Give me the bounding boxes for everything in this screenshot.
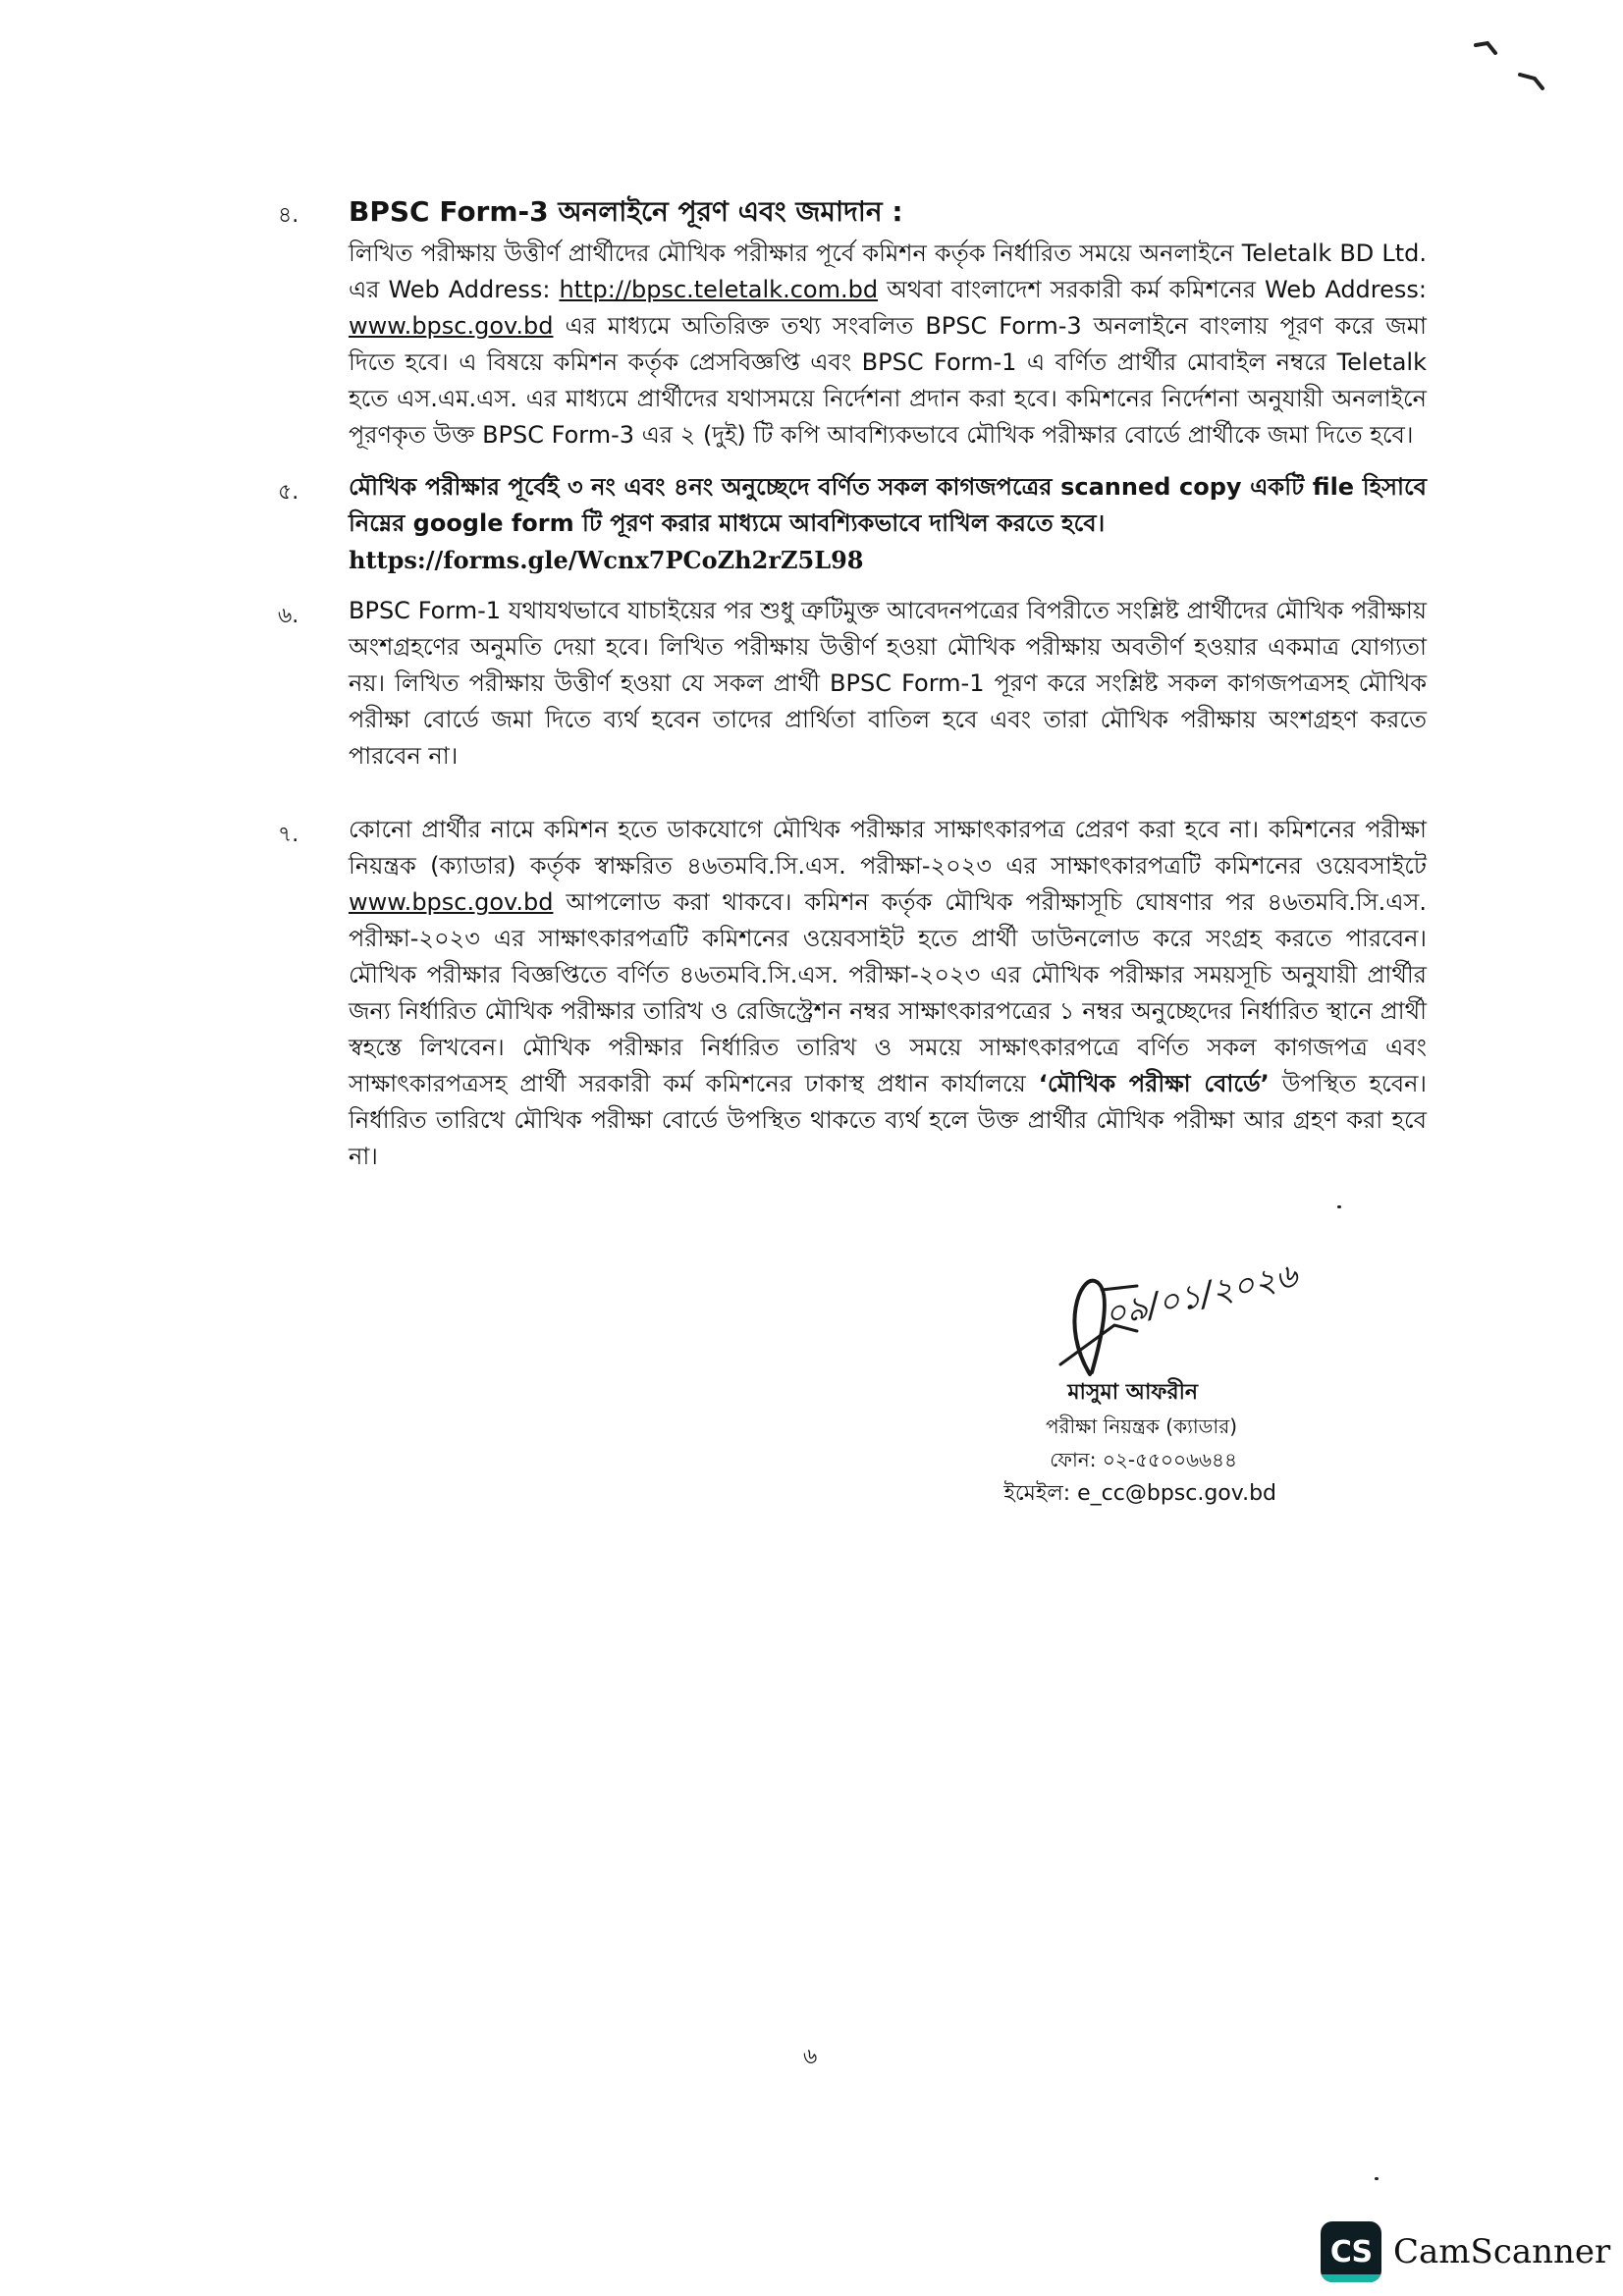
signatory-email: ইমেইল: e_cc@bpsc.gov.bd — [1003, 1481, 1276, 1506]
camscanner-text: CamScanner — [1393, 2232, 1611, 2271]
section-paragraph: BPSC Form-1 যথাযথভাবে যাচাইয়ের পর শুধু ত্রুটিমুক্ত আবেদনপত্রের বিপরীতে সংশ্লিষ্ট প্রার্থীদের মৌখিক পরীক্ষায় অংশগ্রহণের অনুমতি দেয়া হবে। লিখিত পরীক্ষায় উত্তীর্ণ হওয়া মৌখিক পরীক্ষায় অবতীর্ণ হওয়ার একমাত্র যোগ্যতা নয়। লিখিত পরীক্ষায় উত্তীর্ণ হওয়া যে সকল প্রার্থী BPSC Form-1 পূরণ করে সংশ্লিষ্ট সকল কাগজপত্রসহ মৌখিক পরীক্ষা বোর্ডে জমা দিতে ব্যর্থ হবেন তাদের প্রার্থিতা বাতিল হবে এবং তারা মৌখিক পরীক্ষায় অংশগ্রহণ করতে পারবেন না। — [349, 597, 1427, 770]
signature-date: ০৯/০১/২০২৬ — [1101, 1255, 1301, 1335]
paragraph-text: কোনো প্রার্থীর নামে কমিশন হতে ডাকযোগে মৌখিক পরীক্ষার সাক্ষাৎকারপত্র প্রেরণ করা হবে না। কমিশনের পরীক্ষা নিয়ন্ত্রক (ক্যাডার) কর্তৃক স্বাক্ষরিত ৪৬তমবি.সি.এস. পরীক্ষা-২০২৩ এর সাক্ষাৎকারপত্রটি কমিশনের ওয়েবসাইটে — [349, 816, 1427, 880]
scan-speck — [1337, 1205, 1341, 1208]
paragraph-text: লিখিত পরীক্ষায় উত্তীর্ণ প্রার্থীদের মৌখিক পরীক্ষার পূর্বে কমিশন কর্তৃক নির্ধারিত সময়ে অনলাইনে Teletalk BD Ltd. এর Web Address: — [349, 240, 1427, 303]
scan-marks — [1466, 27, 1564, 96]
section-number: ৫. — [278, 480, 299, 505]
google-form-link[interactable]: https://forms.gle/Wcnx7PCoZh2rZ5L98 — [349, 546, 864, 574]
signature-block — [962, 1255, 1375, 1522]
bpsc-website-link[interactable]: www.bpsc.gov.bd — [349, 888, 554, 916]
paragraph-text: এর মাধ্যমে অতিরিক্ত তথ্য সংবলিত BPSC Form-3 অনলাইনে বাংলায় পূরণ করে জমা দিতে হবে। এ বিষয়ে কমিশন কর্তৃক প্রেসবিজ্ঞপ্তি এবং BPSC Form-1 এ বর্ণিত প্রার্থীর মোবাইল নম্বরে Teletalk হতে এস.এম.এস. এর মাধ্যমে প্রার্থীদের যথাসময়ে নির্দেশনা প্রদান করা হবে। কমিশনের নির্দেশনা অনুযায়ী অনলাইনে পূরণকৃত উক্ত BPSC Form-3 এর ২ (দুই) টি কপি আবশ্যিকভাবে মৌখিক পরীক্ষার বোর্ডে প্রার্থীকে জমা দিতে হবে। — [349, 312, 1427, 449]
paragraph-text: আপলোড করা থাকবে। কমিশন কর্তৃক মৌখিক পরীক্ষাসূচি ঘোষণার পর ৪৬তমবি.সি.এস. পরীক্ষা-২০২৩ এর সাক্ষাৎকারপত্রটি কমিশনের ওয়েবসাইট হতে প্রার্থী ডাউনলোড করে সংগ্রহ করতে পারবেন। মৌখিক পরীক্ষার বিজ্ঞপ্তিতে বর্ণিত ৪৬তমবি.সি.এস. পরীক্ষা-২০২৩ এর মৌখিক পরীক্ষার সময়সূচি অনুযায়ী প্রার্থীর জন্য নির্ধারিত মৌখিক পরীক্ষার তারিখ ও রেজিস্ট্রেশন নম্বর সাক্ষাৎকারপত্রের ১ নম্বর অনুচ্ছেদের নির্ধারিত স্থানে প্রার্থী স্বহস্তে লিখবেন। মৌখিক পরীক্ষার নির্ধারিত তারিখ ও সময়ে সাক্ষাৎকারপত্রে বর্ণিত সকল কাগজপত্র এবং সাক্ষাৎকারপত্রসহ প্রার্থী সরকারী কর্ম কমিশনের ঢাকাস্থ প্রধান কার্যালয়ে — [349, 888, 1427, 1097]
section-7 — [278, 812, 1427, 1175]
paragraph-text: উপস্থিত হবেন। নির্ধারিত তারিখে মৌখিক পরীক্ষা বোর্ডে উপস্থিত থাকতে ব্যর্থ হলে উক্ত প্রার্থীর মৌখিক পরীক্ষা আর গ্রহণ করা হবে না। — [349, 1070, 1427, 1170]
signatory-name: মাসুমা আফরীন — [1067, 1380, 1198, 1405]
camscanner-watermark — [1321, 2220, 1610, 2283]
emphasis-text: ‘মৌখিক পরীক্ষা বোর্ডে’ — [1038, 1070, 1270, 1097]
section-6 — [278, 593, 1427, 774]
section-number: ৬. — [278, 604, 299, 628]
bpsc-website-link[interactable]: www.bpsc.gov.bd — [349, 312, 554, 340]
section-4 — [278, 192, 1427, 454]
scan-speck — [1375, 2177, 1379, 2180]
signatory-title: পরীক্ষা নিয়ন্ত্রক (ক্যাডার) — [1045, 1415, 1237, 1438]
signatory-phone: ফোন: ০২-৫৫০০৬৬৪৪ — [1050, 1448, 1237, 1471]
section-title: BPSC Form-3 অনলাইনে পূরণ এবং জমাদান : — [349, 195, 903, 228]
signatory-details — [962, 1376, 1316, 1512]
section-number: ৭. — [278, 823, 299, 847]
section-5 — [278, 469, 1427, 577]
document-body — [278, 192, 1427, 1191]
section-paragraph — [349, 812, 1427, 1175]
page-number: ৬ — [803, 2045, 818, 2069]
teletalk-link[interactable]: http://bpsc.teletalk.com.bd — [559, 276, 879, 303]
section-number: ৪. — [278, 203, 299, 228]
paragraph-text: অথবা বাংলাদেশ সরকারী কর্ম কমিশনের Web Address: — [878, 276, 1427, 303]
section-paragraph — [349, 236, 1427, 454]
camscanner-logo-icon: CS — [1321, 2221, 1381, 2282]
section-paragraph: মৌখিক পরীক্ষার পূর্বেই ৩ নং এবং ৪নং অনুচ্ছেদে বর্ণিত সকল কাগজপত্রের scanned copy একটি file হিসাবে নিম্নের google form টি পূরণ করার মাধ্যমে আবশ্যিকভাবে দাখিল করতে হবে। — [349, 473, 1427, 537]
